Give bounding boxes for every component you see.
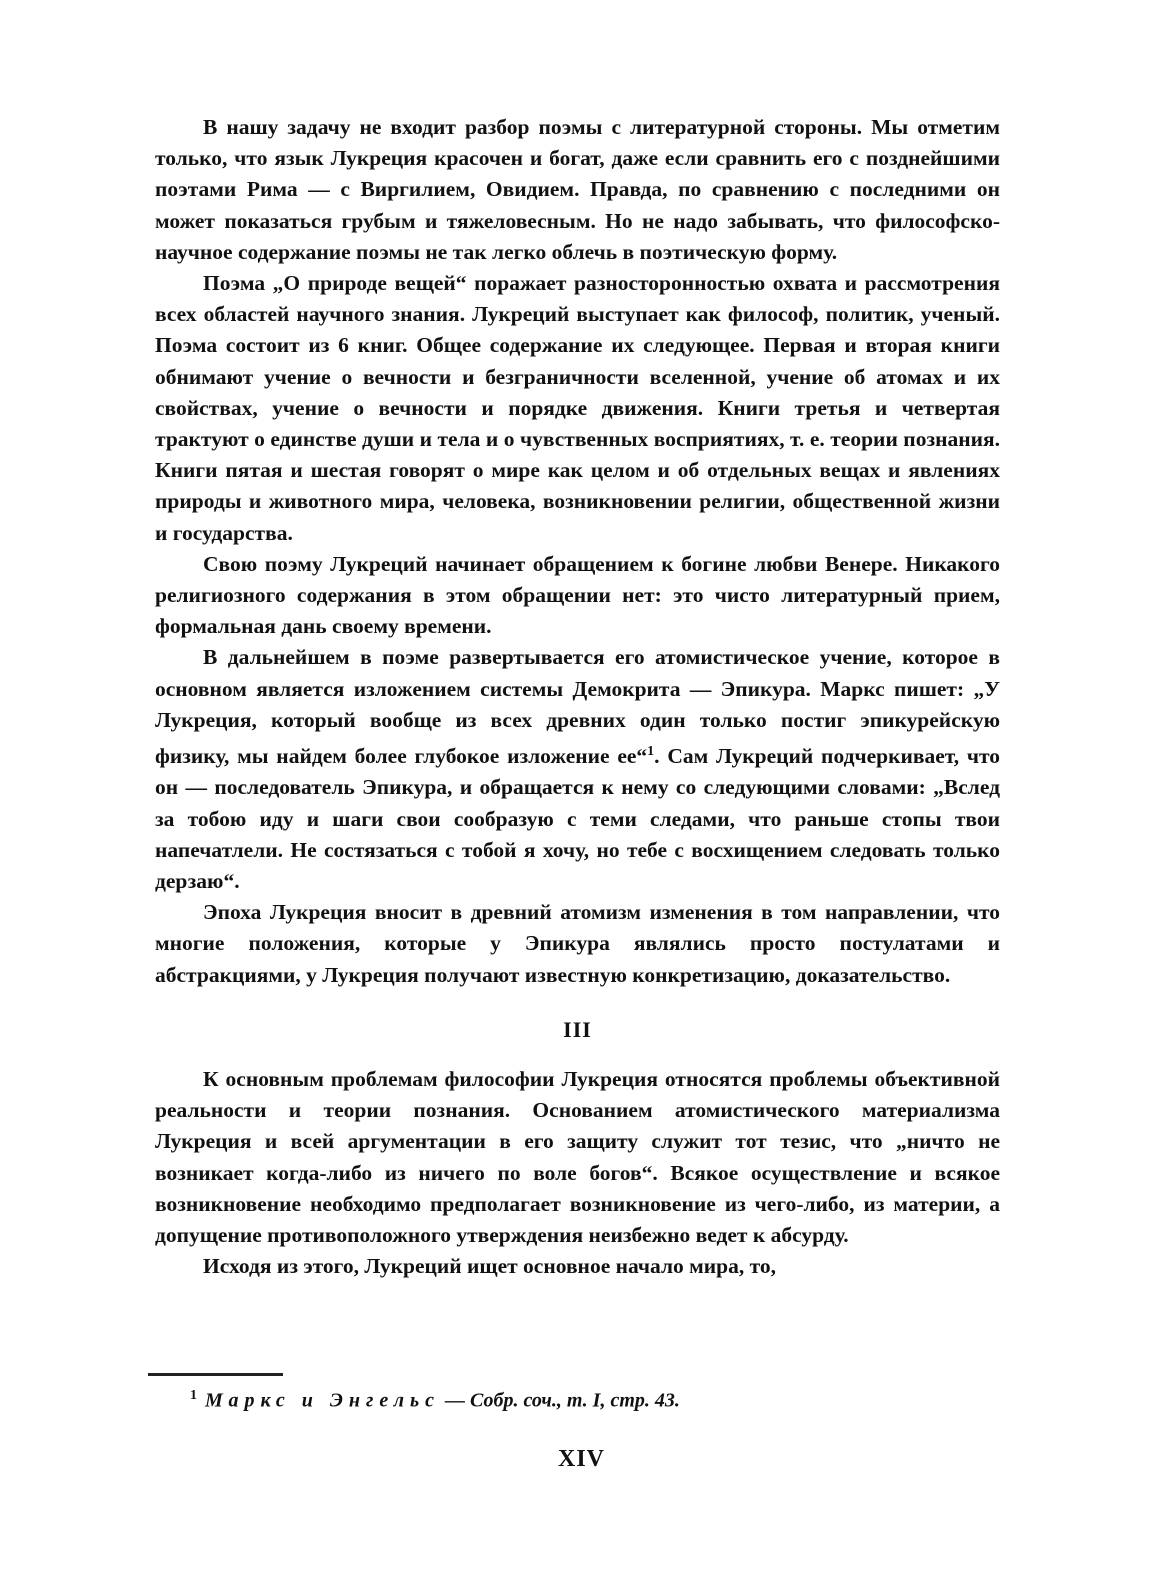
footnote-divider [148, 1373, 283, 1376]
section-heading: III [563, 1016, 592, 1042]
paragraph-epoch: Эпоха Лукреция вносит в древний атомизм изменения в том направлении, что многие положения, которые у Эпикура являлись просто постулатами и абстракциями, у Лукреция получают известную конкретизацию, доказательство. [155, 900, 1000, 987]
footnote-citation: — Собр. соч., т. I, стр. 43. [440, 1389, 680, 1412]
footnote [190, 1388, 680, 1413]
paragraph-basic-problems: К основным проблемам философии Лукреция относятся проблемы объективной реальности и теории познания. Основанием атомистического материализма Лукреция и всей аргументации в его защиту служит тот тезис, что „ничто не возникает когда-либо из ничего по воле богов“. Всякое осуществление и всякое возникновение необходимо предполагает возникновение из чего-либо, из материи, а допущение противоположного утверждения неизбежно ведет к абсурду. [155, 1067, 1000, 1248]
page-body [155, 112, 1000, 1282]
paragraph-venus: Свою поэму Лукреций начинает обращением к богине любви Венере. Никакого религиозного содержания в этом обращении нет: это чисто литературный прием, формальная дань своему времени. [155, 551, 1000, 639]
page-number: XIV [557, 1446, 605, 1472]
epicurus-follower-text: . Сам Лукреций подчеркивает, что он — последователь Эпикура, и обращается к нему со следующими словами: „Вслед за тобою иду и шаги свои сообразую с теми следами, что раньше стопы твои напечатлели. Не состязаться с тобой я хочу, но тебе с восхищением следовать только дерзаю“. [155, 744, 1000, 894]
paragraph-marx-quote [155, 642, 1000, 897]
footnote-authors: Маркс и Энгельс [205, 1389, 441, 1412]
paragraph-basic-principle: Исходя из этого, Лукреций ищет основное начало мира, то, [203, 1254, 777, 1279]
marx-quote-text: В дальнейшем в поэме развертывается его атомистическое учение, которое в основном является изложением системы Демокрита — Эпикура. Маркс пишет: „У Лукреция, который вообще из всех древних один только постиг эпикурейскую физику, мы найдем более глубокое изложение ее“ [155, 645, 1000, 769]
footnote-reference: 1 [647, 744, 655, 760]
paragraph-literary-side: В нашу задачу не входит разбор поэмы с литературной стороны. Мы отметим только, что язык Лукреция красочен и богат, даже если сравнить его с позднейшими поэтами Рима — с Виргилием, Овидием. Правда, по сравнению с последними он может показаться грубым и тяжеловесным. Но не надо забывать, что философско-научное содержание поэмы не так легко облечь в поэтическую форму. [155, 115, 1000, 264]
paragraph-poem-contents: Поэма „О природе вещей“ поражает разносторонностью охвата и рассмотрения всех областей научного знания. Лукреций выступает как философ, политик, ученый. Поэма состоит из 6 книг. Общее содержание их следующее. Первая и вторая книги обнимают учение о вечности и безграничности вселенной, учение об атомах и их свойствах, учение о вечности и порядке движения. Книги третья и четвертая трактуют о единстве души и тела и о чувственных восприятиях, т. е. теории познания. Книги пятая и шестая говорят о мире как целом и об отдельных вещах и явлениях природы и животного мира, человека, возникновении религии, общественной жизни и государства. [155, 271, 1000, 545]
footnote-mark: 1 [190, 1388, 197, 1403]
